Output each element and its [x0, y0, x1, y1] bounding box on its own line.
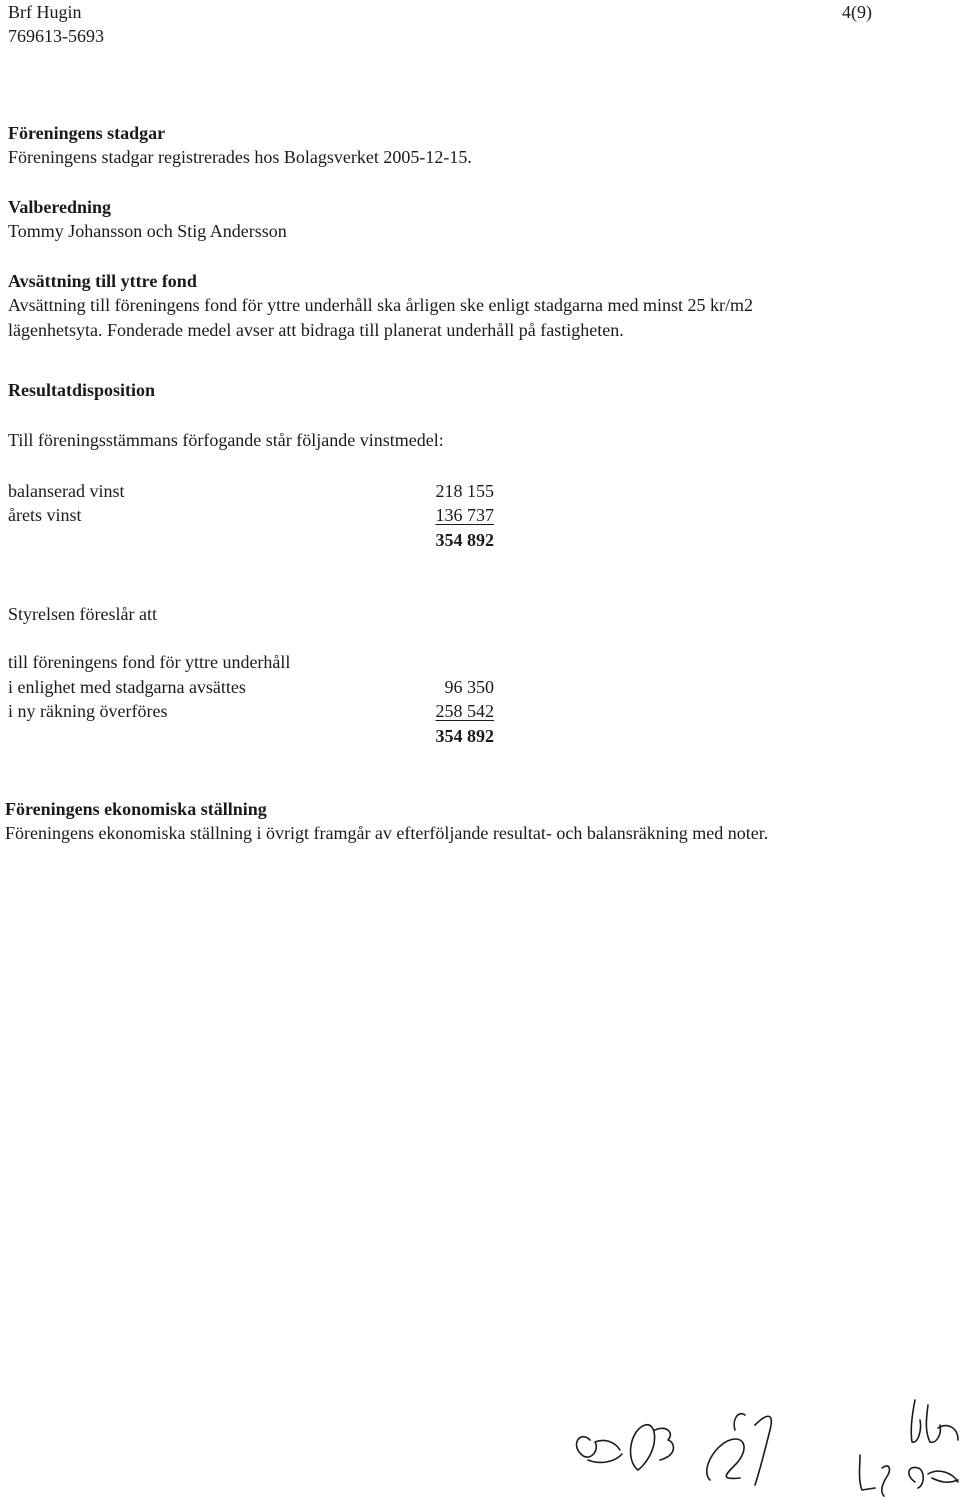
ekonomi-text: Föreningens ekonomiska ställning i övrigt framgår av efterföljande resultat- och balansräkning med noter. — [5, 823, 769, 843]
forslag-intro: Styrelsen föreslår att — [8, 604, 157, 624]
resultat-total: 354 892 — [435, 530, 494, 550]
fond-text-line-2: lägenhetsyta. Fonderade medel avser att bidraga till planerat underhåll på fastigheten. — [8, 320, 624, 340]
valberedning-heading: Valberedning — [8, 197, 112, 217]
valberedning-text: Tommy Johansson och Stig Andersson — [8, 221, 287, 241]
resultat-row-label: årets vinst — [8, 505, 82, 525]
resultat-heading: Resultatdisposition — [8, 380, 156, 400]
forslag-row-value: 258 542 — [435, 701, 494, 721]
stadgar-heading: Föreningens stadgar — [8, 123, 166, 143]
organization-number: 769613-5693 — [8, 26, 104, 46]
fond-heading: Avsättning till yttre fond — [8, 271, 197, 291]
resultat-intro: Till föreningsstämmans förfogande står följande vinstmedel: — [8, 430, 444, 450]
organization-name: Brf Hugin — [8, 2, 82, 22]
page-number: 4(9) — [842, 2, 872, 22]
forslag-row-value: 96 350 — [444, 677, 494, 697]
forslag-row-label: i ny räkning överföres — [8, 701, 168, 721]
signatures — [560, 1370, 960, 1499]
ekonomi-heading: Föreningens ekonomiska ställning — [5, 799, 267, 819]
resultat-row-label: balanserad vinst — [8, 481, 125, 501]
forslag-row-label: i enlighet med stadgarna avsättes — [8, 677, 246, 697]
fond-text-line-1: Avsättning till föreningens fond för yttre underhåll ska årligen ske enligt stadgarna med minst 25 kr/m2 — [8, 295, 753, 315]
stadgar-text: Föreningens stadgar registrerades hos Bolagsverket 2005-12-15. — [8, 147, 472, 167]
forslag-line-1: till föreningens fond för yttre underhåll — [8, 652, 291, 672]
forslag-total: 354 892 — [435, 726, 494, 746]
resultat-row-value: 136 737 — [435, 505, 494, 525]
resultat-row-value: 218 155 — [435, 481, 494, 501]
